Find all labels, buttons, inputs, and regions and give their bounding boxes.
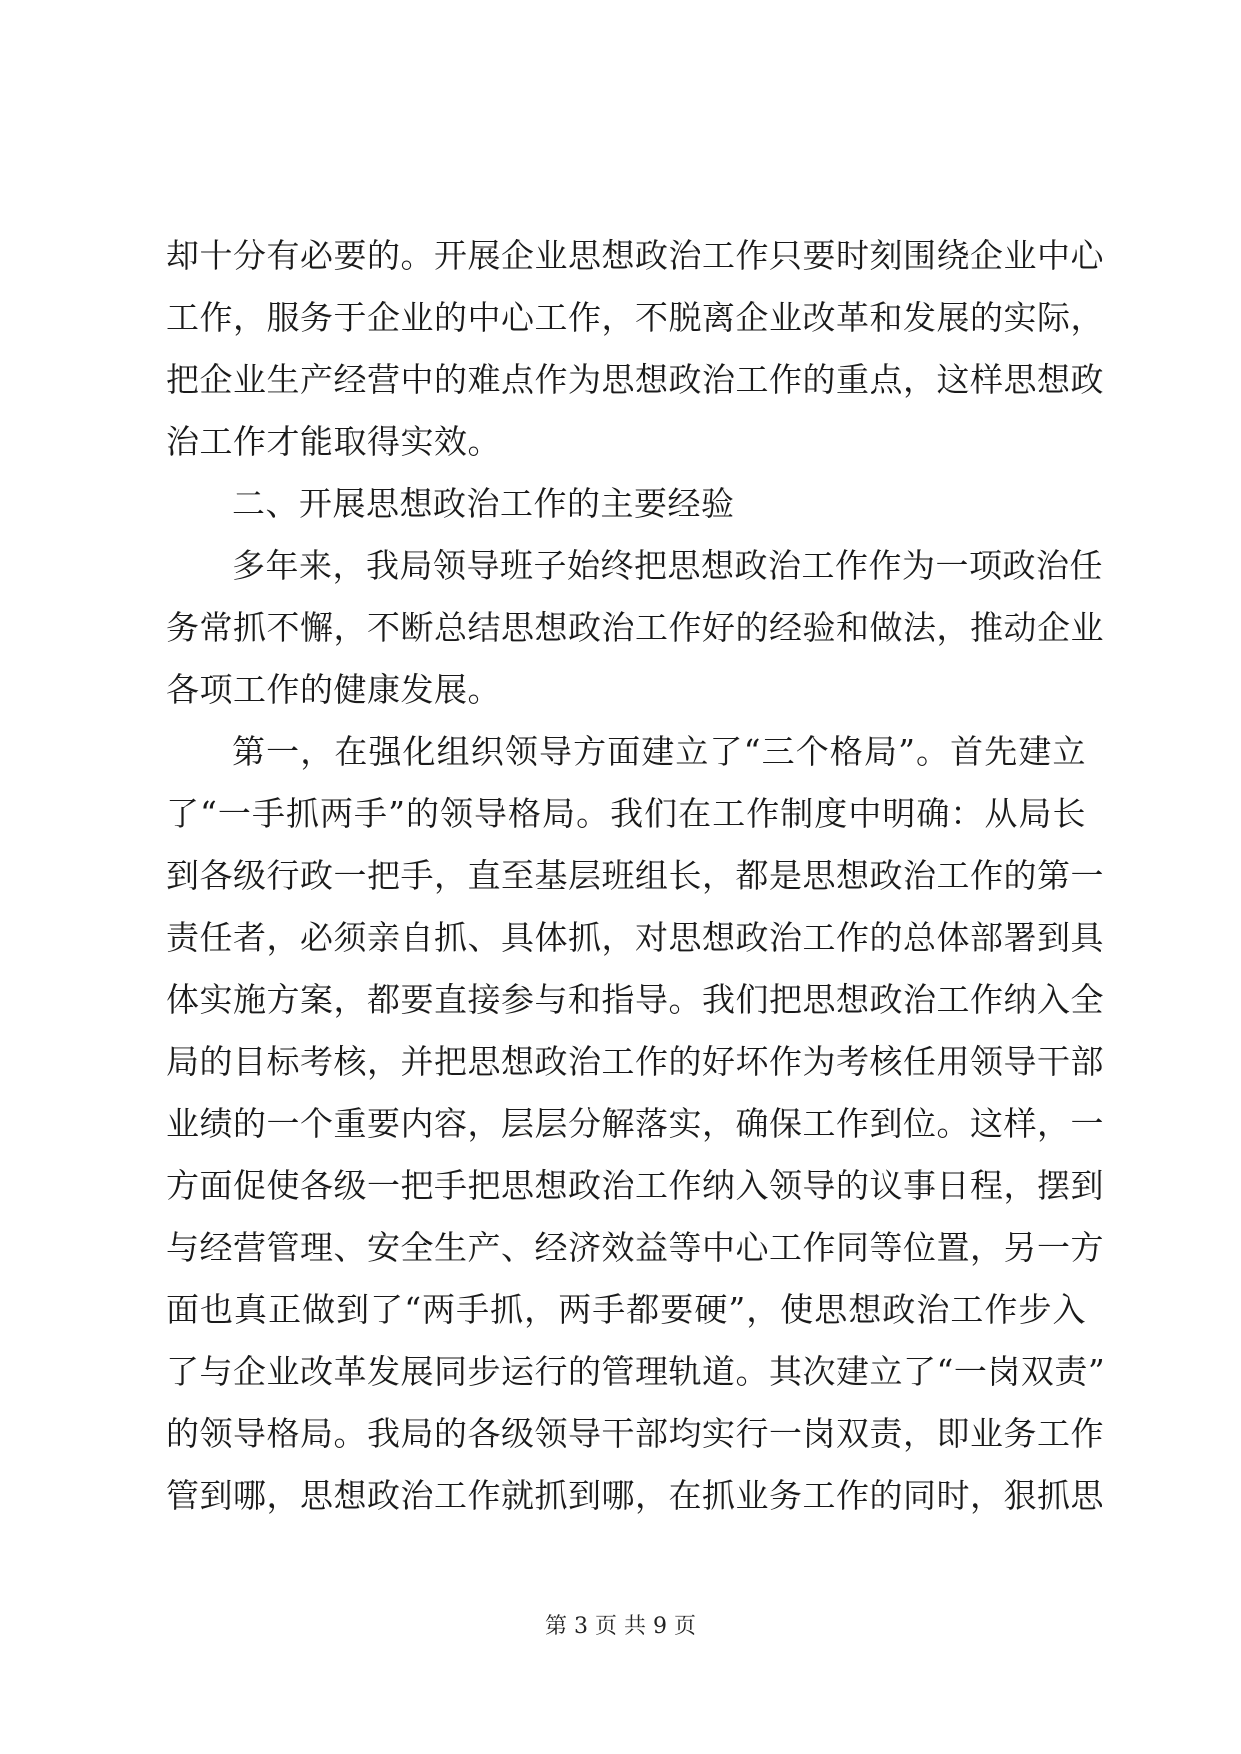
text-line: 业绩的一个重要内容，层层分解落实，确保工作到位。这样，一 [166, 1104, 1104, 1143]
page-footer [0, 1612, 1241, 1642]
body-text [166, 225, 1106, 1527]
text-line: 管到哪，思想政治工作就抓到哪，在抓业务工作的同时，狠抓思 [166, 1476, 1104, 1515]
text-line: 各项工作的健康发展。 [166, 670, 501, 709]
text-line: 责任者，必须亲自抓、具体抓，对思想政治工作的总体部署到具 [166, 918, 1104, 957]
page-number-label: 第 3 页 共 9 页 [545, 1614, 696, 1639]
text-line: 方面促使各级一把手把思想政治工作纳入领导的议事日程，摆到 [166, 1166, 1104, 1205]
text-line: 多年来，我局领导班子始终把思想政治工作作为一项政治任 [232, 546, 1103, 585]
text-line: 的领导格局。我局的各级领导干部均实行一岗双责，即业务工作 [166, 1414, 1104, 1453]
text-line: 工作，服务于企业的中心工作，不脱离企业改革和发展的实际， [166, 298, 1104, 337]
text-line: 了“一手抓两手”的领导格局。我们在工作制度中明确：从局长 [166, 794, 1086, 833]
text-line: 务常抓不懈，不断总结思想政治工作好的经验和做法，推动企业 [166, 608, 1104, 647]
text-line: 面也真正做到了“两手抓，两手都要硬”，使思想政治工作步入 [166, 1290, 1086, 1329]
text-line: 局的目标考核，并把思想政治工作的好坏作为考核任用领导干部 [166, 1042, 1104, 1081]
text-line: 了与企业改革发展同步运行的管理轨道。其次建立了“一岗双责” [166, 1352, 1106, 1391]
section-heading: 二、开展思想政治工作的主要经验 [232, 484, 735, 523]
text-line: 把企业生产经营中的难点作为思想政治工作的重点，这样思想政 [166, 360, 1104, 399]
text-line: 第一，在强化组织领导方面建立了“三个格局”。首先建立 [232, 732, 1086, 771]
text-line: 与经营管理、安全生产、经济效益等中心工作同等位置，另一方 [166, 1228, 1104, 1267]
text-line: 却十分有必要的。开展企业思想政治工作只要时刻围绕企业中心 [166, 236, 1104, 275]
text-line: 到各级行政一把手，直至基层班组长，都是思想政治工作的第一 [166, 856, 1104, 895]
text-line: 体实施方案，都要直接参与和指导。我们把思想政治工作纳入全 [166, 980, 1104, 1019]
text-line: 治工作才能取得实效。 [166, 422, 501, 461]
